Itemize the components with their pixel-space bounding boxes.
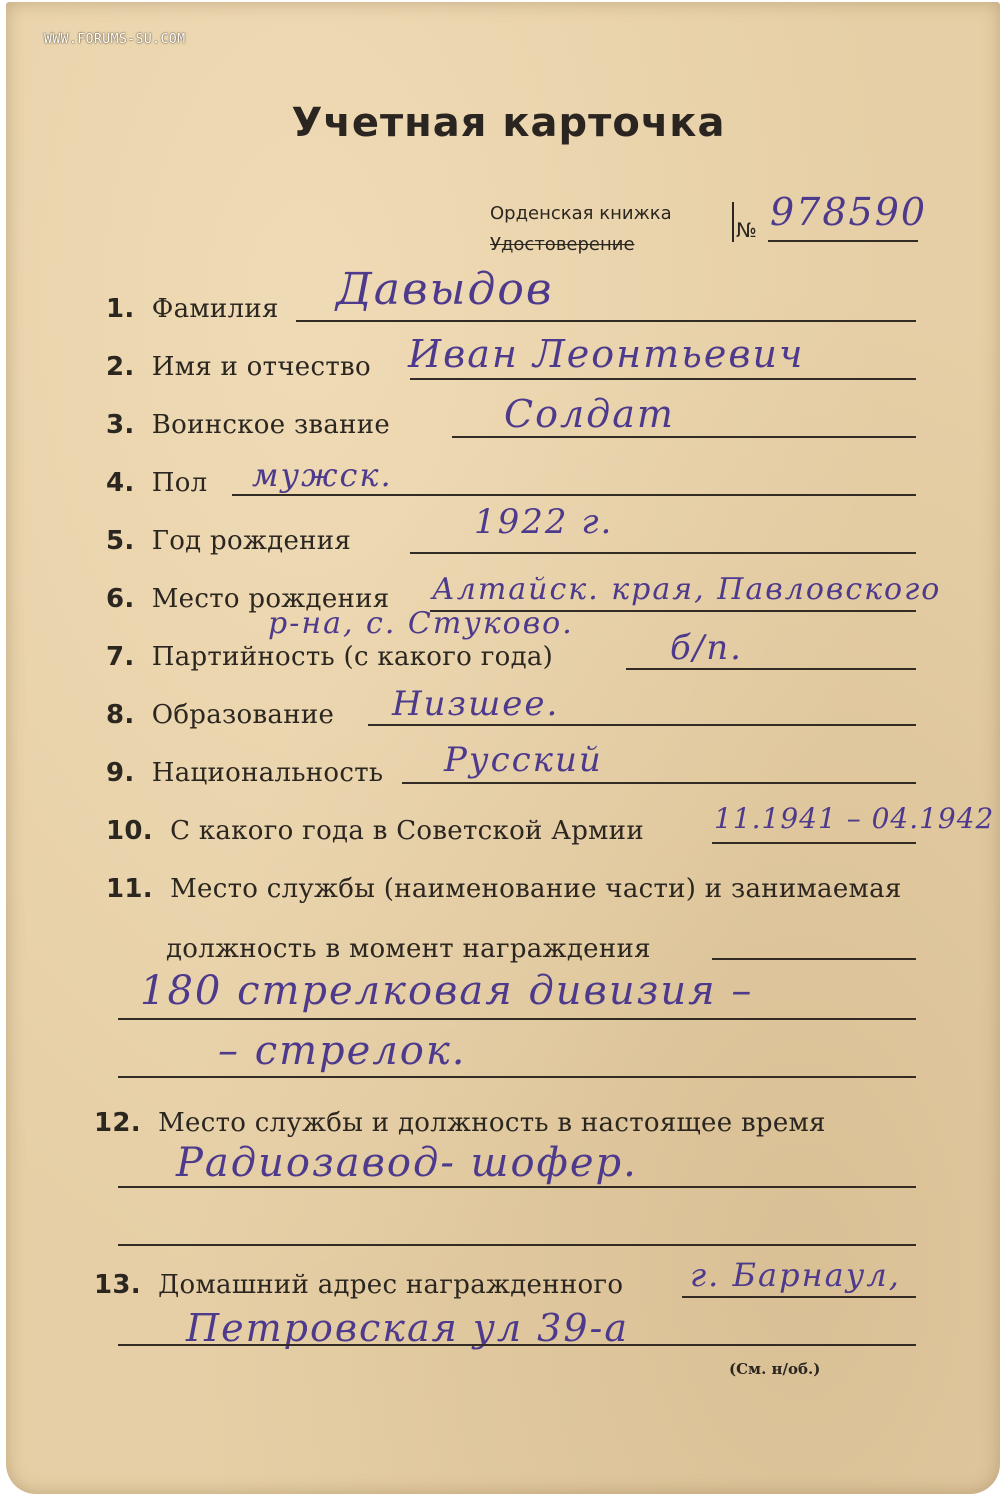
field-4-label: 4. Пол xyxy=(106,468,208,498)
field-4-value: мужск. xyxy=(252,456,393,494)
field-12-label: 12. Место службы и должность в настоящее время xyxy=(94,1108,826,1138)
field-3-value: Солдат xyxy=(504,392,675,436)
field-7-label: 7. Партийность (с какого года) xyxy=(106,642,554,672)
field-9-value: Русский xyxy=(444,740,603,780)
field-13-value-line2: Петровская ул 39-а xyxy=(186,1306,630,1350)
field-12-line-b xyxy=(118,1244,916,1246)
bracket-mark xyxy=(722,202,734,242)
field-13-label: 13. Домашний адрес награжденного xyxy=(94,1270,624,1300)
field-13-line-b xyxy=(118,1344,916,1346)
number-line xyxy=(768,240,918,242)
watermark: WWW.FORUMS-SU.COM xyxy=(44,32,186,47)
see-reverse-note: (См. н/об.) xyxy=(729,1360,821,1378)
field-6-label: 6. Место рождения xyxy=(106,584,390,614)
field-5-label: 5. Год рождения xyxy=(106,526,352,556)
field-12-value: Радиозавод- шофер. xyxy=(176,1140,638,1186)
number-sign: № xyxy=(736,218,757,242)
field-13-value: г. Барнаул, xyxy=(690,1256,901,1294)
certificate-label: Удостоверение xyxy=(490,234,635,255)
field-1-line xyxy=(296,320,916,322)
field-10-value: 11.1941 – 04.1942 xyxy=(714,802,995,835)
field-11-line-b xyxy=(118,1018,916,1020)
order-book-number: 978590 xyxy=(770,190,928,234)
field-5-value: 1922 г. xyxy=(474,502,614,542)
field-7-value: б/п. xyxy=(670,628,743,668)
field-13-line-a xyxy=(682,1296,916,1298)
field-11-label: 11. Место службы (наименование части) и занимаемая xyxy=(106,874,902,904)
field-11-line-c xyxy=(118,1076,916,1078)
field-8-value: Низшее. xyxy=(392,684,560,724)
field-2-value: Иван Леонтьевич xyxy=(408,332,805,376)
card-title: Учетная карточка xyxy=(291,100,726,146)
field-6-value-line2: р-на, с. Стуково. xyxy=(268,606,574,641)
field-9-line xyxy=(402,782,916,784)
field-11-line-a xyxy=(712,958,916,960)
record-card xyxy=(6,2,1000,1494)
field-10-line xyxy=(712,842,916,844)
field-11-value: 180 стрелковая дивизия – xyxy=(140,968,754,1014)
field-3-label: 3. Воинское звание xyxy=(106,410,391,440)
field-3-line xyxy=(452,436,916,438)
field-5-line xyxy=(410,552,916,554)
field-1-value: Давыдов xyxy=(336,264,554,315)
field-10-label: 10. С какого года в Советской Армии xyxy=(106,816,644,846)
field-11-label-line2: должность в момент награждения xyxy=(166,934,651,964)
field-9-label: 9. Национальность xyxy=(106,758,384,788)
field-8-label: 8. Образование xyxy=(106,700,335,730)
field-1-label: 1. Фамилия xyxy=(106,294,279,324)
field-12-line-a xyxy=(118,1186,916,1188)
order-book-label: Орденская книжка xyxy=(490,203,672,224)
field-2-label: 2. Имя и отчество xyxy=(106,352,371,382)
field-7-line xyxy=(626,668,916,670)
field-11-value-line2: – стрелок. xyxy=(218,1028,467,1074)
field-2-line xyxy=(410,378,916,380)
field-4-line xyxy=(232,494,916,496)
field-6-value: Алтайск. края, Павловского xyxy=(432,572,942,607)
field-8-line xyxy=(368,724,916,726)
